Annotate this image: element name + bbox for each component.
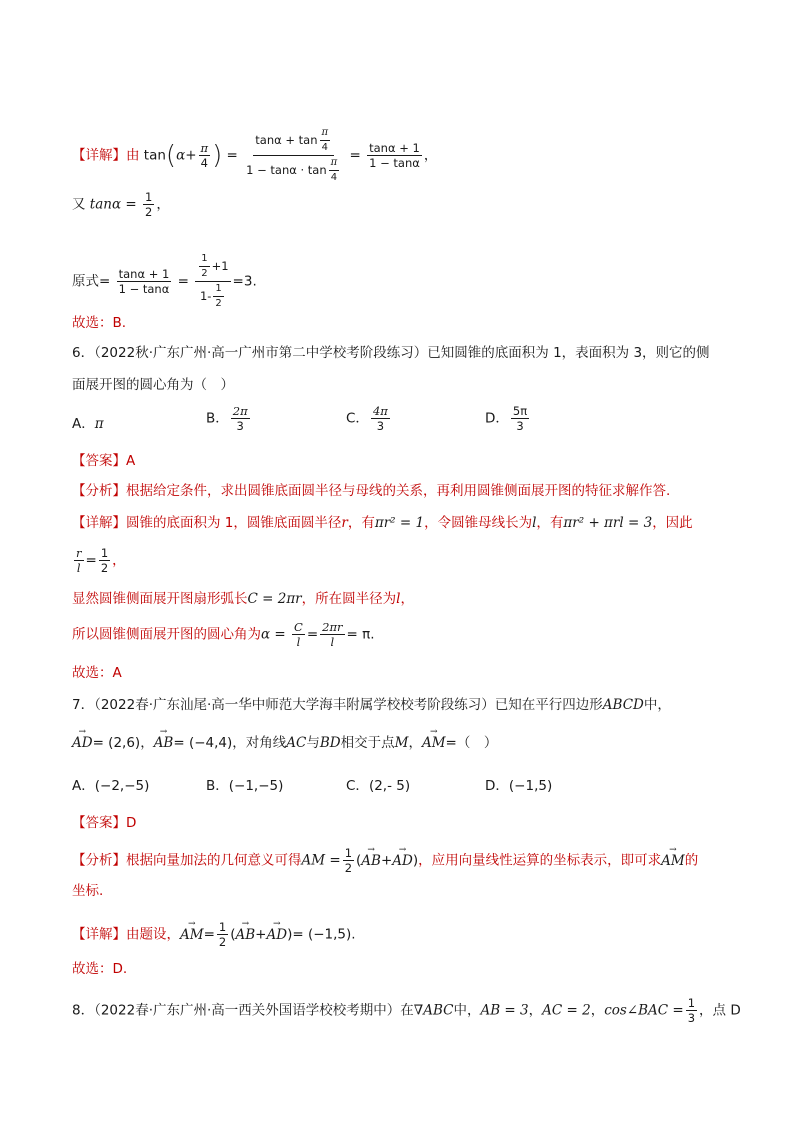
detail-line: 【详解】由题设，→ AM= $\frac{1}{2}$ (→ AB+→ AD)= (−1,5). — [72, 920, 734, 949]
option-c: C． $\frac{4\pi}{3}$ — [346, 404, 388, 433]
analysis-line: 【分析】根据给定条件，求出圆锥底面圆半径与母线的关系，再利用圆锥侧面展开图的特征求解作答. — [72, 483, 671, 499]
fraction: $\frac{1}{2}$ +1 1- $\frac{1}{2}$ — [195, 252, 230, 311]
question-6-stem-2: 面展开图的圆心角为（ ） — [72, 377, 234, 393]
option-c: C．(2,- 5) — [346, 778, 411, 794]
option-b: B．(−1,−5) — [206, 778, 284, 794]
arc-line: 显然圆锥侧面展开图扇形弧长C = 2πr，所在圆半径为l， — [72, 591, 414, 607]
detail-line: 【详解】圆锥的底面积为 1，圆锥底面圆半径r，有πr² = 1，令圆锥母线长为l，有πr² + πrl = 3，因此 — [72, 515, 693, 531]
choice-line: 故选：D. — [72, 961, 128, 977]
fraction: $\frac{\pi}{4}$ — [200, 141, 209, 170]
analysis-line-2: 坐标. — [72, 883, 104, 899]
fraction: $\frac{\tan\alpha + 1}{1 - \tan\alpha}$ — [118, 267, 170, 296]
option-a: A．π — [72, 416, 104, 432]
choice-line: 故选：B. — [72, 315, 127, 331]
question-7-stem-1: 7．（2022春·广东汕尾·高一华中师范大学海丰附属学校校考阶段练习）已知在平行四边形ABCD中， — [72, 697, 671, 713]
angle-line: 所以圆锥侧面展开图的圆心角为α = $\frac{C}{l}$ = $\frac{2\pi r}{l}$ = π. — [72, 620, 375, 649]
answer-line: 【答案】A — [72, 453, 136, 469]
option-d: D． $\frac{5\pi}{3}$ — [485, 404, 528, 433]
question-8-stem: 8．（2022春·广东广州·高一西关外国语学校校考期中）在∇ABC中，AB = 3，AC = 2，cos∠BAC = $\frac{1}{3}$ ，点 D — [72, 996, 741, 1025]
choice-line: 故选：A — [72, 665, 122, 681]
analysis-line: 【分析】根据向量加法的几何意义可得AM = $\frac{1}{2}$ (→ AB+→ AD)，应用向量线性运算的坐标表示，即可求→ AM的 — [72, 846, 734, 875]
question-6-stem-1: 6．（2022秋·广东广州·高一广州市第二中学校考阶段练习）已知圆锥的底面积为 1，表面积为 3，则它的侧 — [72, 345, 710, 361]
detail-label: 【详解】 — [72, 147, 126, 164]
ratio-line: $\frac{r}{l}$ = $\frac{1}{2}$ ， — [76, 546, 126, 575]
fraction: tanα + tan $\frac{\pi}{4}$ 1 − tanα · tan $\frac{\pi}{4}$ — [246, 127, 338, 183]
option-d: D．(−1,5) — [485, 778, 553, 794]
question-7-stem-2: → AD= (2,6)，→ AB= (−4,4)，对角线AC与BD相交于点M，→ AM=（ ） — [72, 732, 734, 754]
option-b: B． $\frac{2\pi}{3}$ — [206, 404, 248, 433]
fraction: $\frac{\tan\alpha + 1}{1 - \tan\alpha}$ — [369, 141, 420, 170]
detail-line-1: 【详解】由 tan(α+ $\frac{\pi}{4}$ ) = tanα + tan $\frac{\pi}{4}$ 1 − tanα · tan $\frac{\pi}{4}$ = $\frac{\tan\alpha + 1}{1 - \tan\alpha}$ ， — [72, 127, 438, 183]
option-a: A．(−2,−5) — [72, 778, 150, 794]
detail-line-2: 又 tanα = $\frac{1}{2}$ ， — [72, 190, 170, 219]
answer-line: 【答案】D — [72, 815, 137, 831]
fraction: $\frac{1}{2}$ — [144, 190, 153, 219]
detail-line-3: 原式= $\frac{\tan\alpha + 1}{1 - \tan\alpha}$ = $\frac{1}{2}$ +1 1- $\frac{1}{2}$ =3. — [72, 253, 257, 309]
